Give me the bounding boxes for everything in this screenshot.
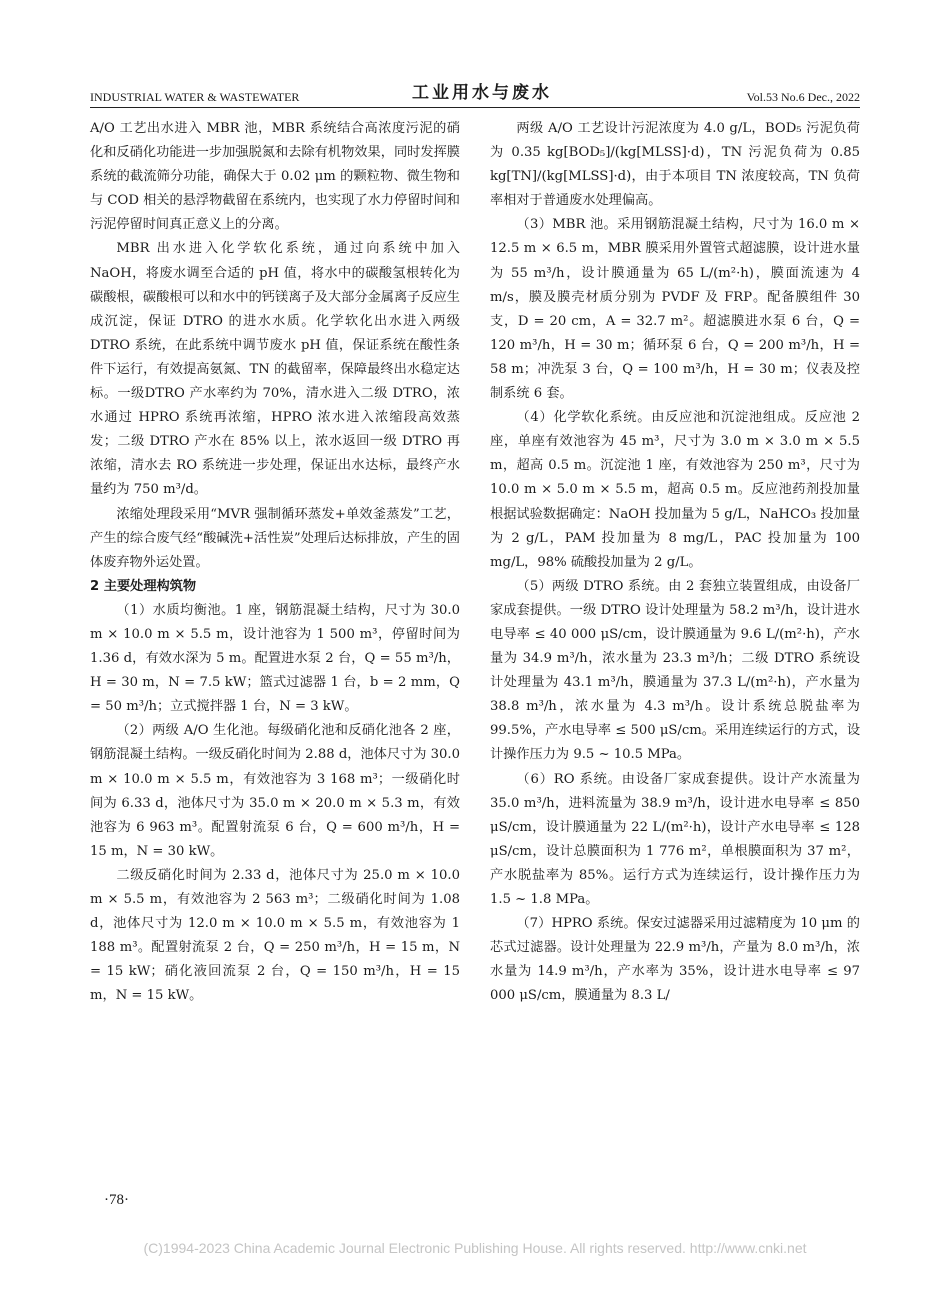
- section-heading-structures: 2 主要处理构筑物: [90, 578, 197, 594]
- left-column: [90, 117, 460, 1008]
- right-column: [490, 117, 860, 1008]
- paragraph-ro-system: （6）RO 系统。由设备厂家成套提供。设计产水流量为 35.0 m³/h，进料流量为 38.9 m³/h，设计进水电导率 ≤ 850 μS/cm，设计膜通量为 22 L/(m²·h)，设计产水电导率 ≤ 128 μS/cm，设计总膜面积为 1 776 m²，单根膜面积为 37 m²，产水脱盐率为 85%。运行方式为连续运行，设计操作压力为 1.5 ~ 1.8 MPa。: [490, 771, 860, 907]
- paragraph-softening-dtro: MBR 出水进入化学软化系统，通过向系统中加入 NaOH，将废水调至合适的 pH 值，将水中的碳酸氢根转化为碳酸根，碳酸根可以和水中的钙镁离子及大部分金属离子反应生成沉淀，保证 DTRO 的进水水质。化学软化出水进入两级 DTRO 系统，在此系统中调节废水 pH 值，保证系统在酸性条件下运行，有效提高氨氮、TN 的截留率，保障最终出水稳定达标。一级DTRO 产水率约为 70%，清水进入二级 DTRO，浓水通过 HPRO 系统再浓缩，HPRO 浓水进入浓缩段高效蒸发；二级 DTRO 产水在 85% 以上，浓水返回一级 DTRO 再浓缩，清水去 RO 系统进一步处理，保证出水达标，最终产水量约为 750 m³/d。: [90, 241, 460, 498]
- paragraph-mbr-tank: （3）MBR 池。采用钢筋混凝土结构，尺寸为 16.0 m × 12.5 m × 6.5 m，MBR 膜采用外置管式超滤膜，设计进水量为 55 m³/h，设计膜通量为 65 L/(m²·h)，膜面流速为 4 m/s，膜及膜壳材质分别为 PVDF 及 FRP。配备膜组件 30 支，D = 20 cm，A = 32.7 m²。超滤膜进水泵 6 台，Q = 120 m³/h，H = 30 m；循环泵 6 台，Q = 200 m³/h，H = 58 m；冲洗泵 3 台，Q = 100 m³/h，H = 30 m；仪表及控制系统 6 套。: [490, 217, 860, 402]
- paragraph-hpro-system: （7）HPRO 系统。保安过滤器采用过滤精度为 10 μm 的芯式过滤器。设计处理量为 22.9 m³/h，产量为 8.0 m³/h，浓水量为 14.9 m³/h，产水率为 35%，设计进水电导率 ≤ 97 000 μS/cm，膜通量为 8.3 L/: [490, 916, 860, 1004]
- page-number: ·78·: [104, 1192, 129, 1208]
- paragraph-concentration: 浓缩处理段采用“MVR 强制循环蒸发+单效釜蒸发”工艺，产生的综合废气经“酸碱洗+活性炭”处理后达标排放，产生的固体废弃物外运处置。: [90, 506, 460, 570]
- paragraph-ao-tank-stage1: （2）两级 A/O 生化池。每级硝化池和反硝化池各 2 座，钢筋混凝土结构。一级反硝化时间为 2.88 d，池体尺寸为 30.0 m × 10.0 m × 5.5 m，有效池容为 3 168 m³；一级硝化时间为 6.33 d，池体尺寸为 35.0 m × 20.0 m × 5.3 m，有效池容为 6 963 m³。配置射流泵 6 台，Q = 600 m³/h，H = 15 m，N = 30 kW。: [90, 723, 460, 859]
- paragraph-dtro-system: （5）两级 DTRO 系统。由 2 套独立装置组成，由设备厂家成套提供。一级 DTRO 设计处理量为 58.2 m³/h，设计进水电导率 ≤ 40 000 μS/cm，设计膜通量为 9.6 L/(m²·h)，产水量为 34.9 m³/h，浓水量为 23.3 m³/h；二级 DTRO 系统设计处理量为 43.1 m³/h，膜通量为 37.3 L/(m²·h)，产水量为 38.8 m³/h，浓水量为 4.3 m³/h。设计系统总脱盐率为 99.5%，产水电导率 ≤ 500 μS/cm。采用连续运行的方式，设计操作压力为 9.5 ~ 10.5 MPa。: [490, 578, 861, 763]
- paragraph-chemical-softening: （4）化学软化系统。由反应池和沉淀池组成。反应池 2 座，单座有效池容为 45 m³，尺寸为 3.0 m × 3.0 m × 5.5 m，超高 0.5 m。沉淀池 1 座，有效池容为 250 m³，尺寸为 10.0 m × 5.0 m × 5.5 m，超高 0.5 m。反应池药剂投加量根据试验数据确定：NaOH 投加量为 5 g/L，NaHCO₃ 投加量为 2 g/L，PAM 投加量为 8 mg/L，PAC 投加量为 100 mg/L，98% 硫酸投加量为 2 g/L。: [490, 410, 860, 570]
- header-divider: [90, 107, 860, 108]
- paragraph-ao-mbr: A/O 工艺出水进入 MBR 池，MBR 系统结合高浓度污泥的硝化和反硝化功能进一步加强脱氮和去除有机物效果，同时发挥膜系统的截流筛分功能，确保大于 0.02 μm 的颗粒物、微生物和与 COD 相关的悬浮物截留在系统内，也实现了水力停留时间和污泥停留时间真正意义上的分离。: [90, 121, 460, 233]
- journal-name-english: INDUSTRIAL WATER & WASTEWATER: [90, 90, 300, 104]
- copyright-footer: (C)1994-2023 China Academic Journal Electronic Publishing House. All rights reserved. http://www.cnki.net: [143, 1240, 807, 1256]
- paragraph-ao-tank-stage2: 二级反硝化时间为 2.33 d，池体尺寸为 25.0 m × 10.0 m × 5.5 m，有效池容为 2 563 m³；二级硝化时间为 1.08 d，池体尺寸为 12.0 m × 10.0 m × 5.5 m，有效池容为 1 188 m³。配置射流泵 2 台，Q = 250 m³/h，H = 15 m，N = 15 kW；硝化液回流泵 2 台，Q = 150 m³/h，H = 15 m，N = 15 kW。: [90, 867, 460, 1004]
- journal-name-chinese: 工业用水与废水: [412, 83, 552, 103]
- paragraph-equalization-tank: （1）水质均衡池。1 座，钢筋混凝土结构，尺寸为 30.0 m × 10.0 m × 5.5 m，设计池容为 1 500 m³，停留时间为 1.36 d，有效水深为 5 m。配置进水泵 2 台，Q = 55 m³/h，H = 30 m，N = 7.5 kW；篮式过滤器 1 台，b = 2 mm，Q = 50 m³/h；立式搅拌器 1 台，N = 3 kW。: [90, 602, 460, 715]
- issue-info: Vol.53 No.6 Dec., 2022: [746, 90, 860, 104]
- paragraph-sludge-load: 两级 A/O 工艺设计污泥浓度为 4.0 g/L，BOD₅ 污泥负荷为 0.35 kg[BOD₅]/(kg[MLSS]·d)，TN 污泥负荷为 0.85 kg[TN]/(kg[MLSS]·d)，由于本项目 TN 浓度较高，TN 负荷率相对于普通废水处理偏高。: [490, 121, 860, 209]
